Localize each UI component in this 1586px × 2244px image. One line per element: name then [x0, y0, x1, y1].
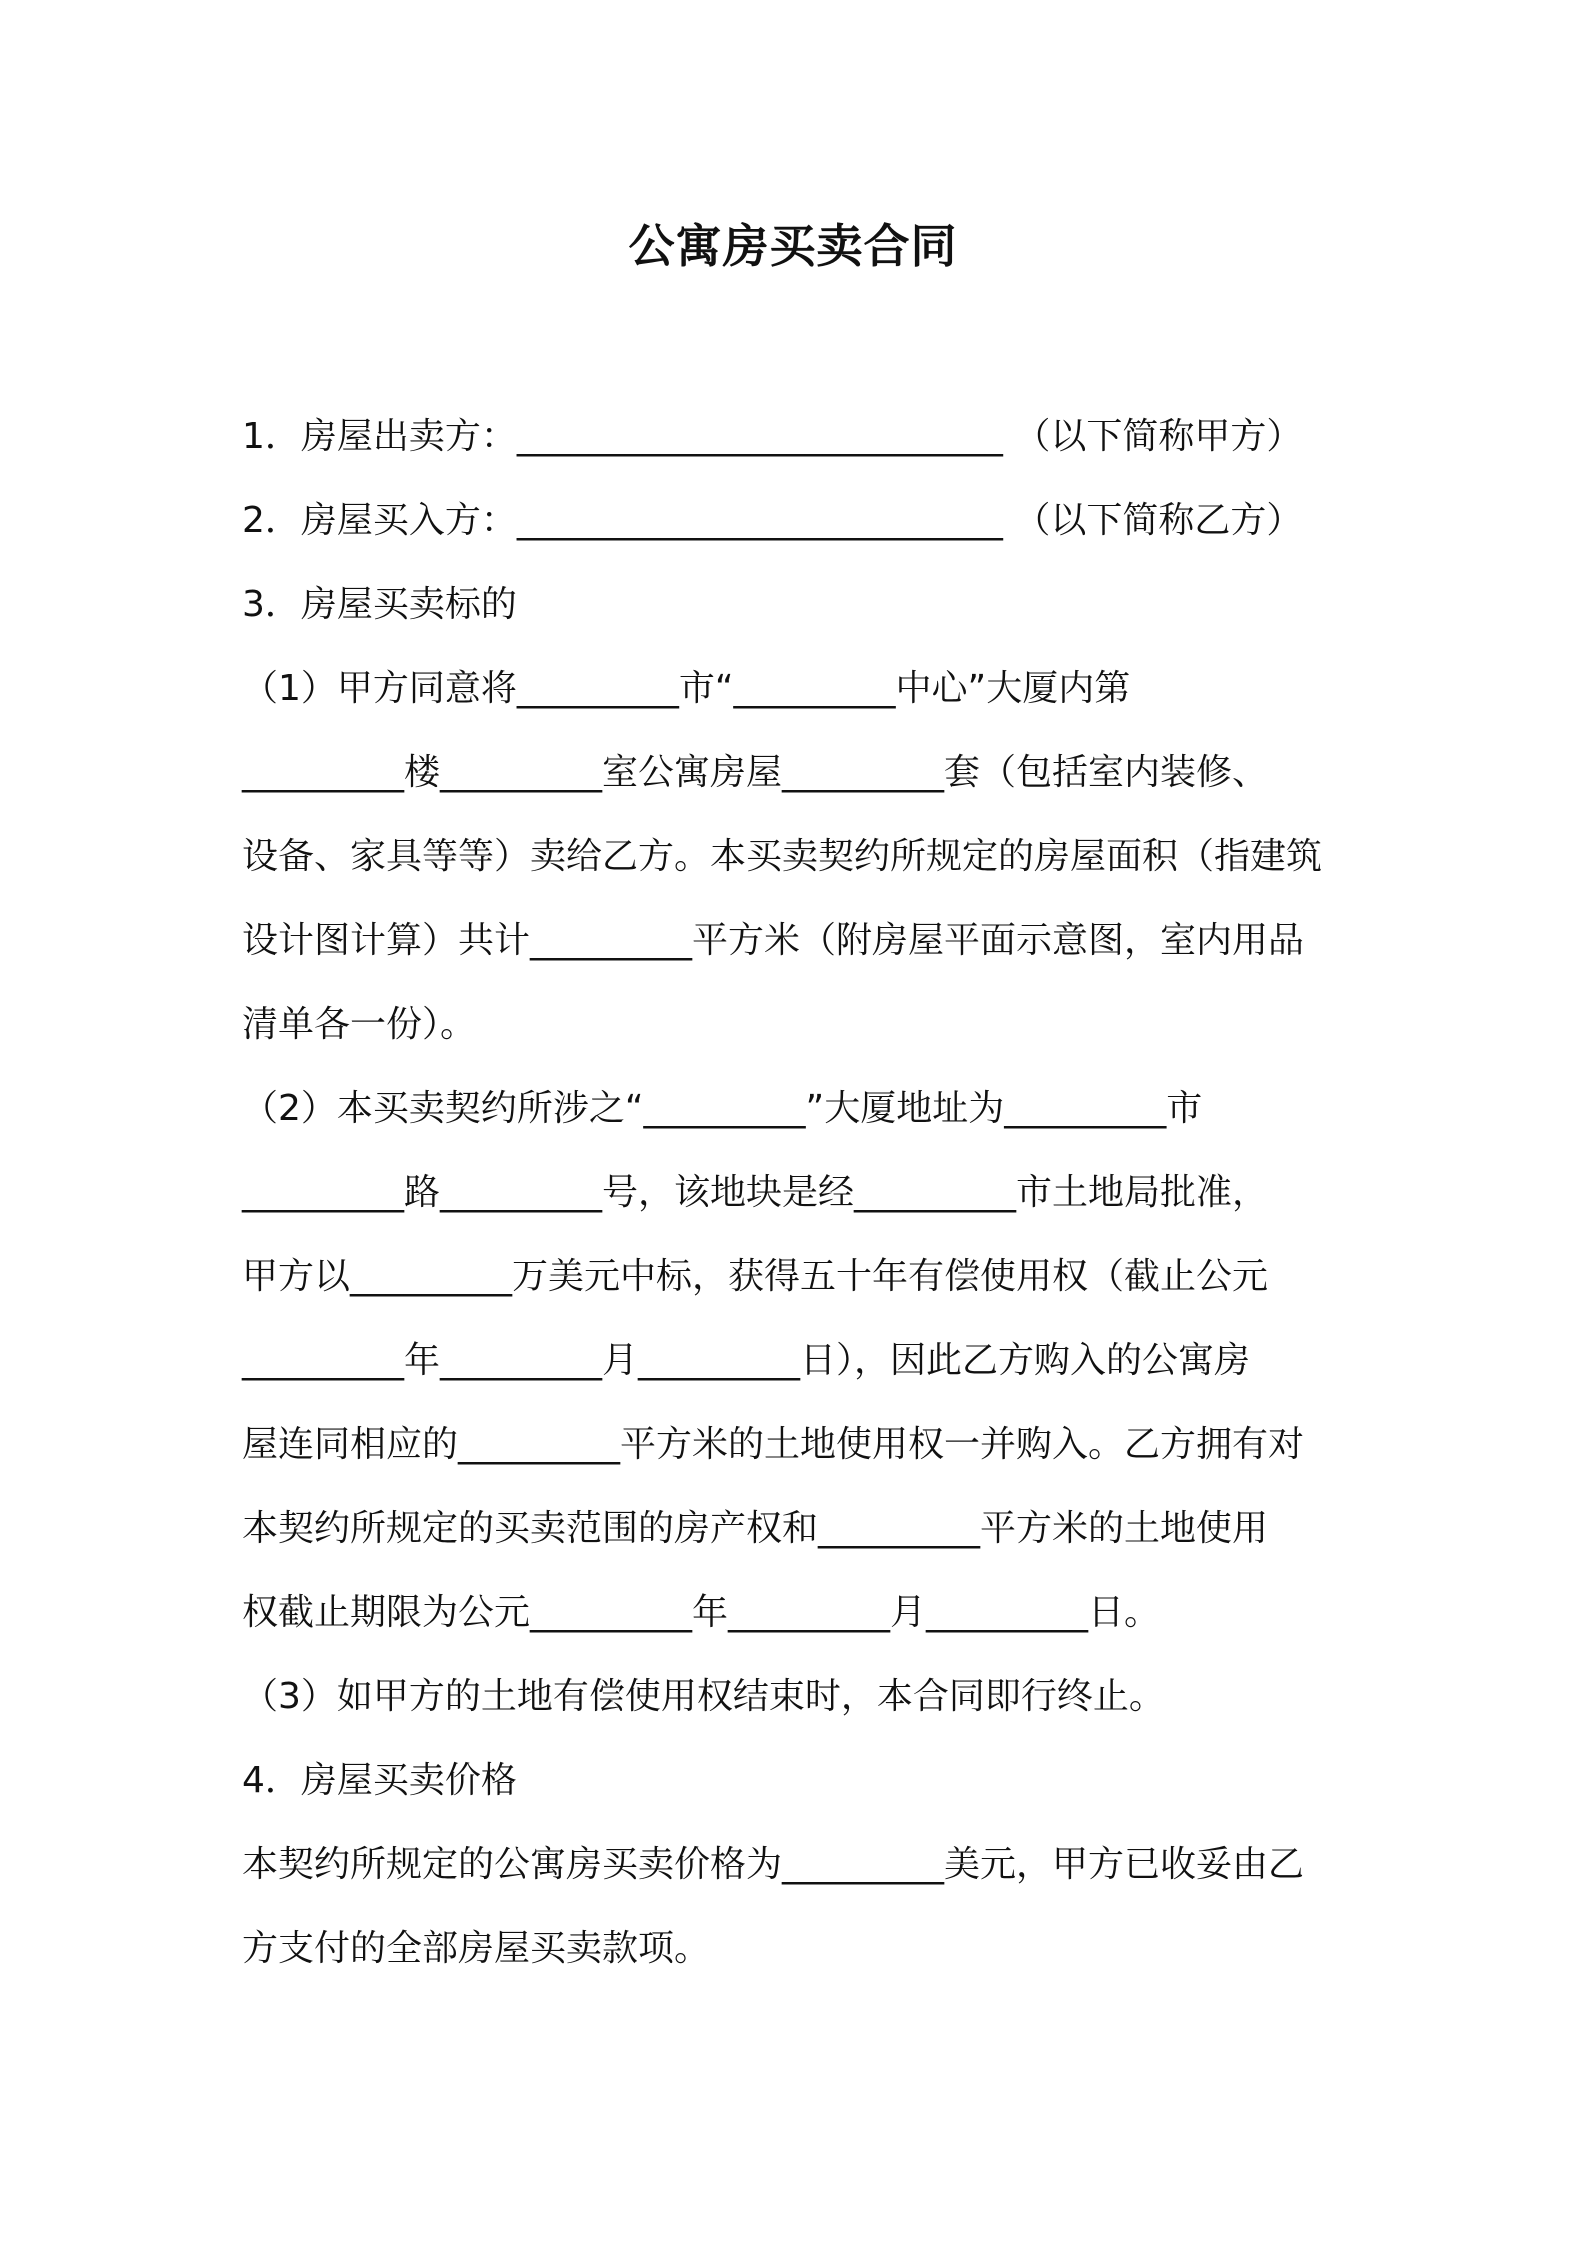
section-4-line-2: 方支付的全部房屋买卖款项。 [242, 1928, 711, 1969]
clause-3-2-line-5: 屋连同相应的_________平方米的土地使用权一并购入。乙方拥有对 [242, 1424, 1305, 1465]
clause-3-2-line-7: 权截止期限为公元_________年_________月_________日。 [242, 1592, 1161, 1633]
section-3-heading: 3．房屋买卖标的 [242, 584, 517, 625]
seller-line: 1．房屋出卖方：___________________________ （以下简称甲方） [242, 416, 1303, 457]
buyer-line: 2．房屋买入方：___________________________ （以下简称乙方） [242, 500, 1303, 541]
clause-3-2-line-6: 本契约所规定的买卖范围的房产权和_________平方米的土地使用 [242, 1508, 1269, 1549]
clause-3-2-line-1: （2）本买卖契约所涉之“_________”大厦地址为_________市 [242, 1088, 1203, 1129]
clause-3-3-line: （3）如甲方的土地有偿使用权结束时，本合同即行终止。 [242, 1676, 1165, 1717]
clause-3-2-line-4: _________年_________月_________日），因此乙方购入的公寓房 [242, 1340, 1251, 1381]
section-4-line-1: 本契约所规定的公寓房买卖价格为_________美元，甲方已收妥由乙 [242, 1844, 1305, 1885]
section-4-heading: 4．房屋买卖价格 [242, 1760, 517, 1801]
clause-3-2-line-2: _________路_________号，该地块是经_________市土地局批准， [242, 1172, 1269, 1213]
clause-3-1-line-3: 设备、家具等等）卖给乙方。本买卖契约所规定的房屋面积（指建筑 [242, 836, 1323, 877]
document-title: 公寓房买卖合同 [628, 219, 958, 273]
clause-3-1-line-5: 清单各一份）。 [242, 1004, 477, 1045]
clause-3-2-line-3: 甲方以_________万美元中标，获得五十年有偿使用权（截止公元 [242, 1256, 1269, 1297]
clause-3-1-line-2: _________楼_________室公寓房屋_________套（包括室内装修、 [242, 752, 1269, 793]
clause-3-1-line-1: （1）甲方同意将_________市“_________中心”大厦内第 [242, 668, 1131, 709]
clause-3-1-line-4: 设计图计算）共计_________平方米（附房屋平面示意图，室内用品 [242, 920, 1305, 961]
